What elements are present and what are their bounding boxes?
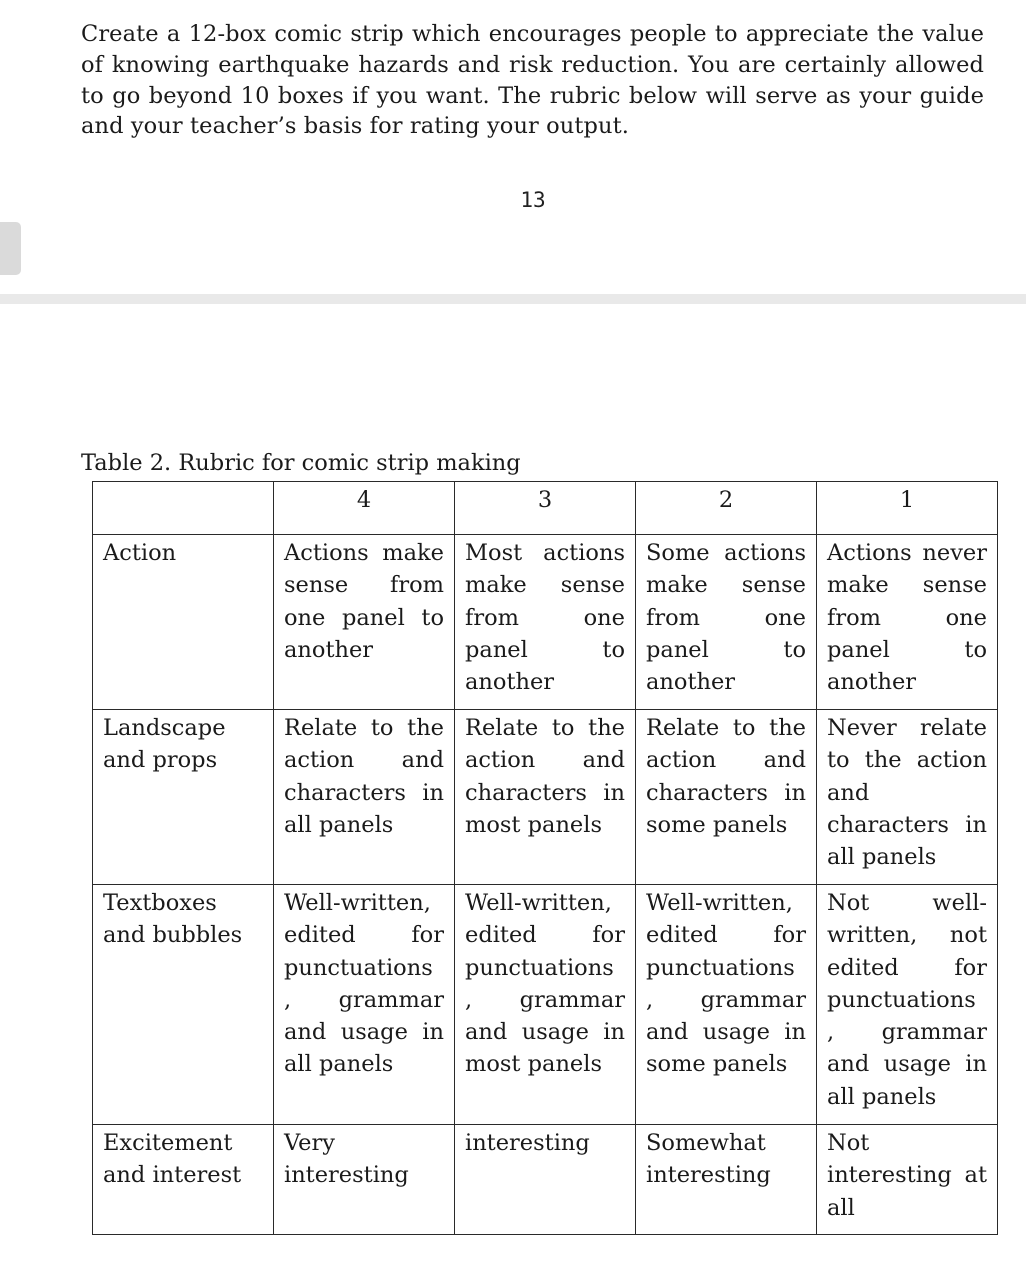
instructions-paragraph: Create a 12-box comic strip which encourages people to appreciate the value of knowing earthquake hazards and risk reduction. You are certainly allowed to go beyond 10 boxes if you want. The rubric below will serve as your guide and your teacher’s basis for rating your output. <box>81 21 984 140</box>
rubric-cell: Well-written, edited for punctuations , grammar and usage in most panels <box>455 885 636 1125</box>
rubric-cell: Some actions make sense from one panel to another <box>636 535 817 710</box>
header-score-2: 2 <box>636 482 817 535</box>
rubric-row-action <box>93 535 998 710</box>
rubric-cell: Relate to the action and characters in all panels <box>274 710 455 885</box>
header-score-4: 4 <box>274 482 455 535</box>
page-divider <box>0 294 1026 304</box>
rubric-cell: Well-written, edited for punctuations , grammar and usage in all panels <box>274 885 455 1125</box>
header-score-3: 3 <box>455 482 636 535</box>
rubric-cell: Relate to the action and characters in most panels <box>455 710 636 885</box>
rubric-cell: interesting <box>455 1125 636 1235</box>
criterion-cell: Action <box>93 535 274 710</box>
header-blank <box>93 482 274 535</box>
rubric-cell: Most actions make sense from one panel to another <box>455 535 636 710</box>
rubric-header-row <box>93 482 998 535</box>
rubric-cell: Somewhat interesting <box>636 1125 817 1235</box>
rubric-cell: Very interesting <box>274 1125 455 1235</box>
rubric-cell: Actions make sense from one panel to another <box>274 535 455 710</box>
rubric-cell: Actions never make sense from one panel to another <box>817 535 998 710</box>
side-page-tab[interactable] <box>0 222 21 275</box>
rubric-row-textboxes <box>93 885 998 1125</box>
rubric-cell: Never relate to the action and characters in all panels <box>817 710 998 885</box>
rubric-cell: Relate to the action and characters in some panels <box>636 710 817 885</box>
rubric-row-landscape <box>93 710 998 885</box>
rubric-cell: Well-written, edited for punctuations , grammar and usage in some panels <box>636 885 817 1125</box>
criterion-cell: Excitement and interest <box>93 1125 274 1235</box>
criterion-cell: Textboxes and bubbles <box>93 885 274 1125</box>
rubric-row-excitement <box>93 1125 998 1235</box>
rubric-table <box>92 481 998 1235</box>
page-number: 13 <box>520 188 546 212</box>
criterion-cell: Landscape and props <box>93 710 274 885</box>
table-caption: Table 2. Rubric for comic strip making <box>81 450 521 476</box>
rubric-cell: Not interesting at all <box>817 1125 998 1235</box>
header-score-1: 1 <box>817 482 998 535</box>
rubric-cell: Not well-written, not edited for punctuations , grammar and usage in all panels <box>817 885 998 1125</box>
